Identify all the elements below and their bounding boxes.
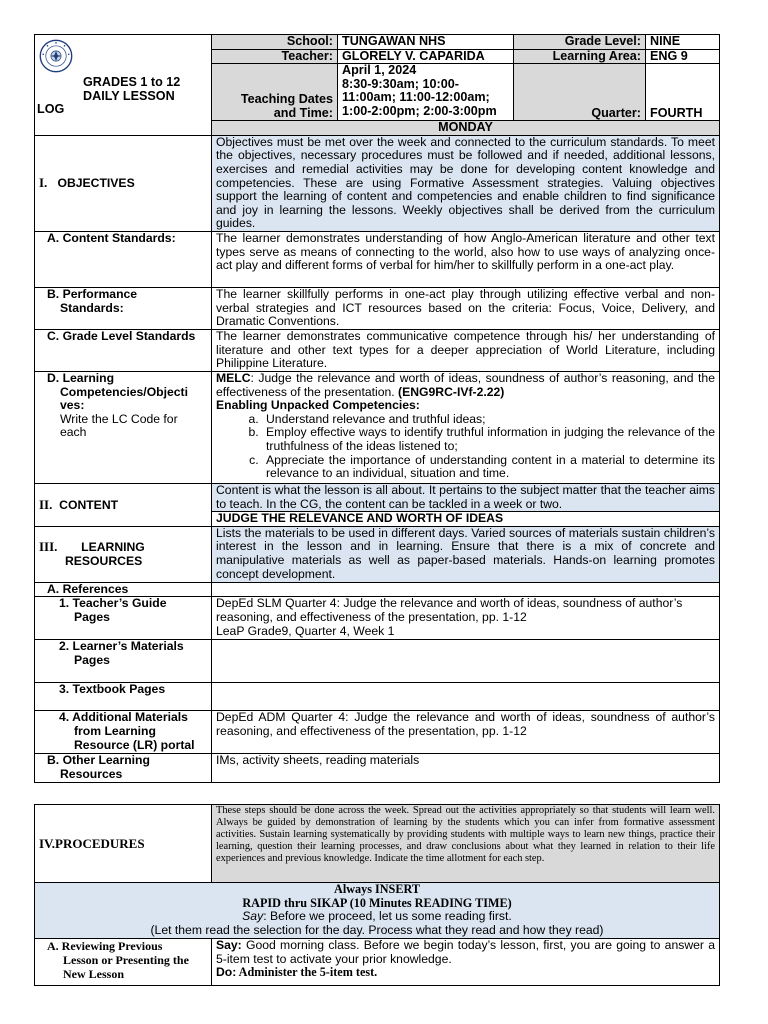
procedures-table: [34, 804, 720, 986]
teacher-label: Teacher:: [212, 49, 338, 64]
additional-materials-label: [35, 711, 212, 754]
say-label: Say: [242, 909, 264, 924]
comp-label-line3: ves:: [60, 398, 85, 413]
lr-label-line2: RESOURCES: [65, 553, 143, 568]
learning-resources-text: Lists the materials to be used in different days. Varied sources of materials sustain children’s interest in the lesson and in learning. Ensure that there is a mix of concrete and manipulative materials as well as paper-based materials. Hands-on learning promotes concept development.: [212, 526, 720, 582]
review-do-label: Do:: [216, 965, 237, 980]
review-text: [212, 939, 720, 986]
competencies-text: [212, 371, 720, 483]
teachers-guide-text: [212, 597, 720, 640]
insert-line2: RAPID thru SIKAP (10 Minutes READING TIME): [242, 895, 512, 910]
objectives-text: Objectives must be met over the week and connected to the curriculum standards. To meet the objectives, necessary procedures must be followed and if needed, additional lessons, exercises and remedial activities may be done for developing content knowledge and competencies. These are using Formative Assessment strategies. Valuing objectives support the learning of content and competencies and enable children to find significance and joy in learning the lessons. Weekly objectives shall be derived from the curriculum guides.: [212, 135, 720, 231]
references-label: A. References: [35, 582, 212, 597]
title-line2: DAILY LESSON: [83, 88, 175, 103]
quarter-value: FOURTH: [646, 64, 720, 121]
other-resources-label: [35, 754, 212, 782]
procedures-label: IV.PROCEDURES: [35, 805, 212, 883]
title-line3: LOG: [37, 102, 65, 117]
performance-standards-label: [35, 287, 212, 329]
list-item: c. Appreciate the importance of understanding content in a material to determine its relevance to an individual, situation and time.: [262, 454, 715, 481]
dates-label-line1: Teaching Dates: [240, 92, 333, 106]
textbook-pages-value: [212, 683, 720, 711]
learners-materials-value: [212, 640, 720, 683]
lr-label-line1: LEARNING: [81, 540, 145, 555]
review-say-label: Say:: [216, 938, 242, 952]
list-item: b. Employ effective ways to identify truthful information in judging the relevance of the truthfulness of the ideas listened to;: [262, 426, 715, 453]
dll-title: [39, 76, 207, 103]
insert-line3: (Let them read the selection for the day. Process what they read and how they read): [150, 922, 604, 937]
comp-label-line4: Write the LC Code for: [60, 411, 178, 426]
teachers-guide-label: [35, 597, 212, 640]
review-label: [35, 939, 212, 986]
list-item: a. Understand relevance and truthful ideas;: [262, 413, 715, 427]
am-label-line3: Resource (LR) portal: [74, 737, 195, 752]
textbook-pages-label: 3. Textbook Pages: [35, 683, 212, 711]
dll-table: [34, 34, 720, 783]
grade-level-standards-label: C. Grade Level Standards: [35, 329, 212, 371]
quarter-label: Quarter:: [514, 64, 646, 121]
dates-value-line4: 1:00-2:00pm; 2:00-3:00pm: [342, 103, 497, 118]
content-topic: JUDGE THE RELEVANCE AND WORTH OF IDEAS: [212, 512, 720, 527]
lr-num: III.: [39, 539, 58, 555]
teaching-dates-value: [338, 64, 514, 121]
day-heading: MONDAY: [212, 121, 720, 136]
am-label-line2: from Learning: [74, 723, 156, 738]
deped-seal-logo: [39, 39, 73, 73]
perf-label-line2: Standards:: [60, 300, 124, 315]
insert-line1: Always INSERT: [334, 882, 420, 896]
content-title: CONTENT: [59, 497, 119, 512]
reading-time-box: [35, 883, 720, 939]
competencies-label: [35, 371, 212, 483]
perf-label-line1: B. Performance: [47, 287, 138, 301]
objectives-label: [35, 135, 212, 231]
learning-resources-label: [35, 526, 212, 582]
comp-label-line5: each: [60, 425, 87, 440]
performance-standards-text: The learner skillfully performs in one-act play through utilizing effective verbal and non-verbal strategies and ICT resources based on the criteria: Focus, Voice, Delivery, and Dramatic Conventions.: [212, 287, 720, 329]
content-num: II.: [39, 496, 53, 512]
melc-prefix: MELC: [216, 371, 251, 385]
other-label-line2: Resources: [60, 766, 123, 781]
grade-level-value: NINE: [646, 35, 720, 50]
objectives-title: OBJECTIVES: [57, 176, 135, 191]
unpacked-title: Enabling Unpacked Competencies:: [216, 398, 420, 413]
objectives-num: I.: [39, 175, 48, 191]
content-label: [35, 483, 212, 526]
melc-text: : Judge the relevance and worth of ideas, soundness of author’s reasoning, and the effectiveness of the presentation.: [216, 371, 715, 399]
review-label-line2: Lesson or Presenting the: [63, 953, 189, 967]
comp-label-line1: D. Learning: [47, 371, 115, 385]
grade-level-label: Grade Level:: [514, 35, 646, 50]
dates-label-line2: and Time:: [273, 105, 333, 120]
lm-label-line1: 2. Learner’s Materials: [59, 639, 184, 654]
school-label: School:: [212, 35, 338, 50]
dates-value-line3: 11:00am; 11:00-12:00am;: [342, 90, 490, 105]
content-standards-label: A. Content Standards:: [35, 231, 212, 287]
learners-materials-label: [35, 640, 212, 683]
unpacked-competency-list: [216, 413, 715, 481]
insert-say: [39, 910, 715, 924]
other-resources-text: IMs, activity sheets, reading materials: [212, 754, 720, 782]
other-label-line1: B. Other Learning: [47, 753, 150, 768]
say-text: : Before we proceed, let us some reading first.: [263, 909, 512, 924]
dates-value-line1: April 1, 2024: [342, 63, 417, 78]
tg-line1: DepEd SLM Quarter 4: Judge the relevance and worth of ideas, soundness of author’s reasoning, and effectiveness of the presentation, pp. 1-12: [216, 596, 683, 624]
review-do-text: Administer the 5-item test.: [236, 965, 378, 980]
additional-materials-text: DepEd ADM Quarter 4: Judge the relevance and worth of ideas, soundness of author’s reasoning, and effectiveness of the presentation, pp. 1-12: [212, 711, 720, 754]
comp-label-line2: Competencies/Objecti: [60, 384, 189, 399]
tg-label-line1: 1. Teacher’s Guide: [59, 596, 167, 611]
lm-label-line2: Pages: [74, 652, 110, 667]
review-label-line1: A. Reviewing Previous: [47, 939, 163, 953]
school-value: TUNGAWAN NHS: [338, 35, 514, 50]
melc-code: (ENG9RC-IVf-2.22): [398, 384, 505, 399]
review-say-text: Good morning class. Before we begin today’s lesson, first, you are going to answer a 5-item test to activate your prior knowledge.: [216, 938, 715, 966]
grade-level-standards-text: The learner demonstrates communicative competence through his/ her understanding of literature and other text types for a deeper appreciation of World Literature, including Philippine Literature.: [212, 329, 720, 371]
tg-line2: LeaP Grade9, Quarter 4, Week 1: [216, 623, 395, 638]
teaching-dates-label: [212, 64, 338, 121]
dates-value-line2: 8:30-9:30am; 10:00-: [342, 76, 459, 91]
content-text: Content is what the lesson is all about. It pertains to the subject matter that the teacher aims to teach. In the CG, the content can be tackled in a week or two.: [212, 483, 720, 511]
teacher-value: GLORELY V. CAPARIDA: [338, 49, 514, 64]
review-label-line3: New Lesson: [63, 967, 125, 981]
title-line1: GRADES 1 to 12: [83, 75, 181, 89]
tg-label-line2: Pages: [74, 609, 110, 624]
content-standards-text: The learner demonstrates understanding of how Anglo-American literature and other text types serve as means of connecting to the world, also how to use ways of analyzing once-act play and different forms of verbal for him/her to skillfully perform in a one-act play.: [212, 231, 720, 287]
procedures-text: These steps should be done across the week. Spread out the activities appropriately so that students will learn well. Always be guided by demonstration of learning by the students which you can infer from formative assessment activities. Sustain learning systematically by providing students with multiple ways to learn new things, practice their learning, question their learning processes, and draw conclusions about what they learned in relation to their life experiences and previous knowledge. Indicate the time allotment for each step.: [212, 805, 720, 883]
learning-area-value: ENG 9: [646, 49, 720, 64]
am-label-line1: 4. Additional Materials: [59, 710, 188, 725]
learning-area-label: Learning Area:: [514, 49, 646, 64]
dll-title-cell: [35, 35, 212, 121]
